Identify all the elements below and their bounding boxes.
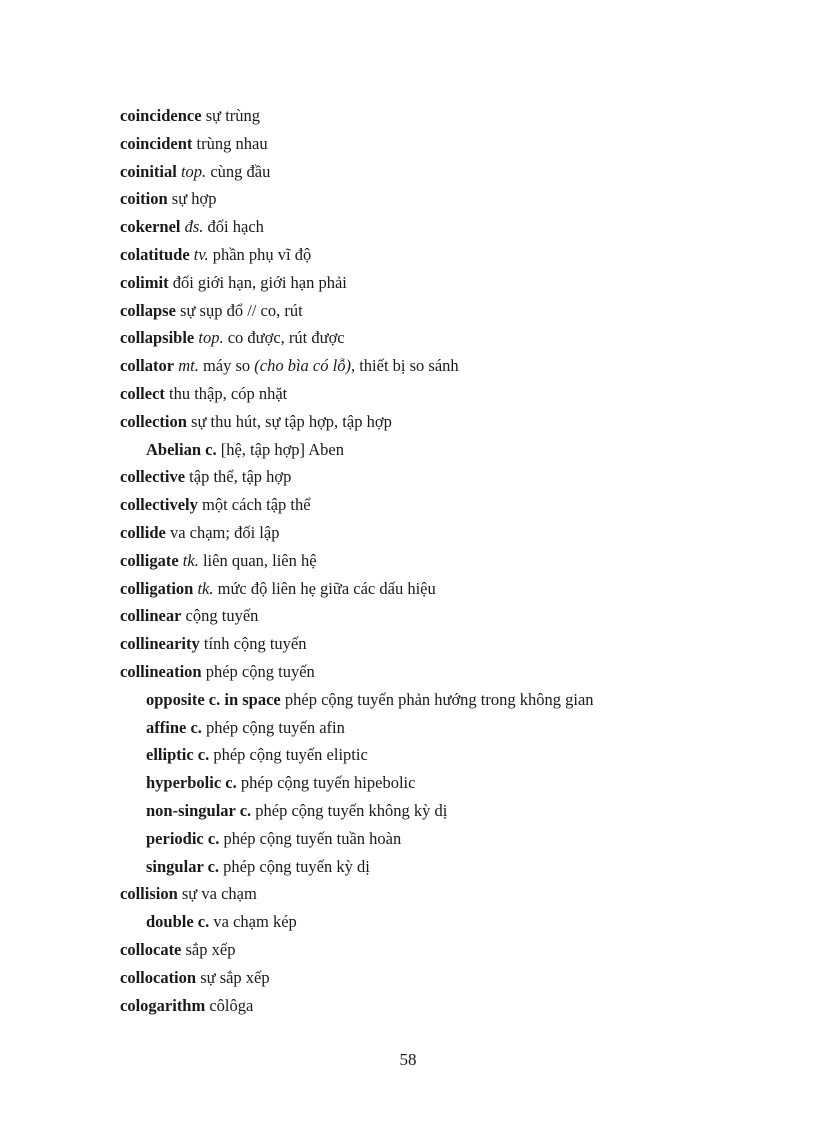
definition-text: phép cộng tuyến tuần hoàn: [223, 828, 402, 848]
dictionary-entry: [120, 324, 740, 352]
definition: [191, 412, 392, 431]
headword: hyperbolic c.: [146, 773, 237, 793]
field-abbreviation: top.: [180, 161, 207, 181]
headword: coincidence: [120, 106, 202, 125]
headword: cologarithm: [120, 995, 206, 1015]
definition-text: phép cộng tuyến: [205, 661, 315, 681]
sub-entry: [120, 714, 740, 742]
definition-text: tính cộng tuyến: [203, 634, 307, 654]
definition-text: tập thể, tập hợp: [189, 467, 292, 487]
definition-text: phép cộng tuyến phản hướng trong không gian: [284, 689, 594, 709]
definition-text: phép cộng tuyến eliptic: [213, 745, 368, 765]
headword: collectively: [120, 495, 198, 515]
definition-continuation: , thiết bị so sánh: [350, 356, 459, 376]
sub-entry: [120, 797, 740, 825]
definition: [189, 467, 291, 486]
headword: collective: [120, 467, 186, 487]
headword: collect: [120, 383, 165, 403]
headword: Abelian c.: [146, 439, 217, 459]
definition: [206, 662, 315, 681]
dictionary-entry: [120, 130, 740, 158]
dictionary-entry: [120, 519, 740, 547]
definition: [200, 968, 269, 987]
headword: collinear: [120, 606, 182, 626]
definition-text: sự thu hút, sự tập hợp, tập hợp: [191, 411, 392, 431]
sub-entry: [120, 825, 740, 853]
headword: non-singular c.: [146, 800, 252, 820]
dictionary-entry: [120, 158, 740, 186]
headword: collision: [120, 884, 178, 904]
headword: collide: [120, 522, 166, 542]
headword: colligate: [120, 550, 179, 570]
headword: collection: [120, 411, 187, 431]
definition: [221, 440, 344, 459]
headword: affine c.: [146, 717, 202, 737]
headword: collineation: [120, 661, 202, 681]
entry-list: [120, 102, 740, 1019]
definition: [172, 189, 217, 208]
sub-entry: [120, 853, 740, 881]
headword: collator: [120, 356, 175, 376]
headword: collocation: [120, 967, 197, 987]
headword: elliptic c.: [146, 745, 210, 765]
definition: [202, 495, 311, 514]
definition-text: phép cộng tuyến afin: [206, 717, 345, 737]
definition-text: sự trùng: [205, 106, 261, 125]
field-abbreviation: đs.: [184, 217, 204, 237]
headword: collinearity: [120, 634, 200, 654]
definition: [218, 579, 436, 598]
dictionary-entry: [120, 463, 740, 491]
definition-text: phần phụ vĩ độ: [212, 244, 312, 264]
sub-entry: [120, 436, 740, 464]
definition-text: phép cộng tuyến hipebolic: [240, 773, 416, 793]
sub-entry: [120, 769, 740, 797]
definition: [255, 801, 447, 820]
dictionary-entry: [120, 630, 740, 658]
definition: [180, 301, 303, 320]
definition-text: sự sắp xếp: [200, 967, 270, 987]
definition: [223, 829, 401, 848]
headword: coinitial: [120, 161, 177, 181]
definition: [228, 328, 345, 347]
dictionary-entry: [120, 269, 740, 297]
definition: [170, 523, 280, 542]
definition: [204, 634, 307, 653]
definition-text: một cách tập thể: [202, 495, 311, 515]
dictionary-entry: [120, 408, 740, 436]
dictionary-entry: [120, 575, 740, 603]
definition: [213, 745, 367, 764]
dictionary-entry: [120, 213, 740, 241]
dictionary-entry: [120, 602, 740, 630]
definition-text: va chạm kép: [213, 912, 297, 932]
definition: [206, 718, 345, 737]
definition-text: phép cộng tuyến kỳ dị: [223, 856, 370, 876]
definition: [285, 690, 594, 709]
field-abbreviation: tk.: [182, 550, 199, 570]
definition-text: sự sụp đổ // co, rút: [180, 300, 303, 320]
definition: [223, 857, 370, 876]
dictionary-entry: [120, 936, 740, 964]
definition: [182, 884, 257, 903]
definition: [186, 940, 236, 959]
sub-entry: [120, 741, 740, 769]
definition: [169, 384, 287, 403]
definition-text: sắp xếp: [185, 939, 236, 959]
definition: [213, 245, 312, 264]
definition-text: cộng tuyến: [185, 606, 259, 626]
definition: [186, 606, 259, 625]
definition-text: sự hợp: [171, 189, 217, 209]
definition-text: đối giới hạn, giới hạn phải: [172, 272, 347, 292]
definition: [173, 273, 347, 292]
headword: collapse: [120, 300, 176, 320]
field-abbreviation: mt.: [178, 356, 199, 376]
headword: coition: [120, 189, 168, 209]
dictionary-entry: [120, 241, 740, 269]
dictionary-entry: [120, 658, 740, 686]
definition-text: va chạm; đối lập: [169, 522, 280, 542]
headword: cokernel: [120, 217, 181, 237]
dictionary-entry: [120, 185, 740, 213]
dictionary-entry: [120, 880, 740, 908]
definition: [197, 134, 268, 153]
definition: [203, 356, 459, 375]
field-abbreviation: tv.: [193, 244, 209, 264]
definition-text: cùng đầu: [210, 161, 271, 181]
headword: double c.: [146, 912, 210, 932]
definition-text: đối hạch: [207, 217, 264, 237]
definition-text: máy so: [202, 356, 251, 376]
definition-text: co được, rút được: [227, 328, 345, 348]
headword: coincident: [120, 133, 193, 153]
dictionary-entry: [120, 992, 740, 1020]
definition: [210, 162, 270, 181]
dictionary-entry: [120, 102, 740, 130]
definition: [208, 217, 264, 236]
definition-text: liên quan, liên hệ: [202, 550, 317, 570]
headword: colatitude: [120, 244, 190, 264]
definition-text: sự va chạm: [181, 884, 257, 904]
headword: collapsible: [120, 328, 195, 348]
definition: [241, 773, 416, 792]
page-number: 58: [399, 1050, 417, 1069]
sub-entry: [120, 686, 740, 714]
dictionary-entry: [120, 491, 740, 519]
definition: [213, 912, 296, 931]
headword: periodic c.: [146, 828, 220, 848]
headword: colimit: [120, 272, 169, 292]
headword: colligation: [120, 578, 194, 598]
headword: singular c.: [146, 856, 220, 876]
field-abbreviation: top.: [198, 328, 224, 348]
definition-text: mức độ liên hẹ giữa các dấu hiệu: [217, 578, 436, 598]
dictionary-entry: [120, 352, 740, 380]
headword: opposite c. in space: [146, 689, 281, 709]
definition-note: (cho bìa có lỗ): [254, 356, 351, 376]
definition-text: [hệ, tập hợp] Aben: [220, 439, 344, 459]
dictionary-entry: [120, 380, 740, 408]
dictionary-entry: [120, 297, 740, 325]
definition-text: phép cộng tuyến không kỳ dị: [255, 800, 448, 820]
definition: [206, 106, 260, 125]
field-abbreviation: tk.: [197, 578, 214, 598]
definition: [209, 996, 253, 1015]
definition-text: trùng nhau: [196, 133, 268, 153]
definition-text: thu thập, cóp nhặt: [169, 383, 288, 403]
definition-text: côlôga: [209, 995, 254, 1015]
sub-entry: [120, 908, 740, 936]
dictionary-entry: [120, 547, 740, 575]
definition: [203, 551, 317, 570]
dictionary-entry: [120, 964, 740, 992]
headword: collocate: [120, 939, 182, 959]
